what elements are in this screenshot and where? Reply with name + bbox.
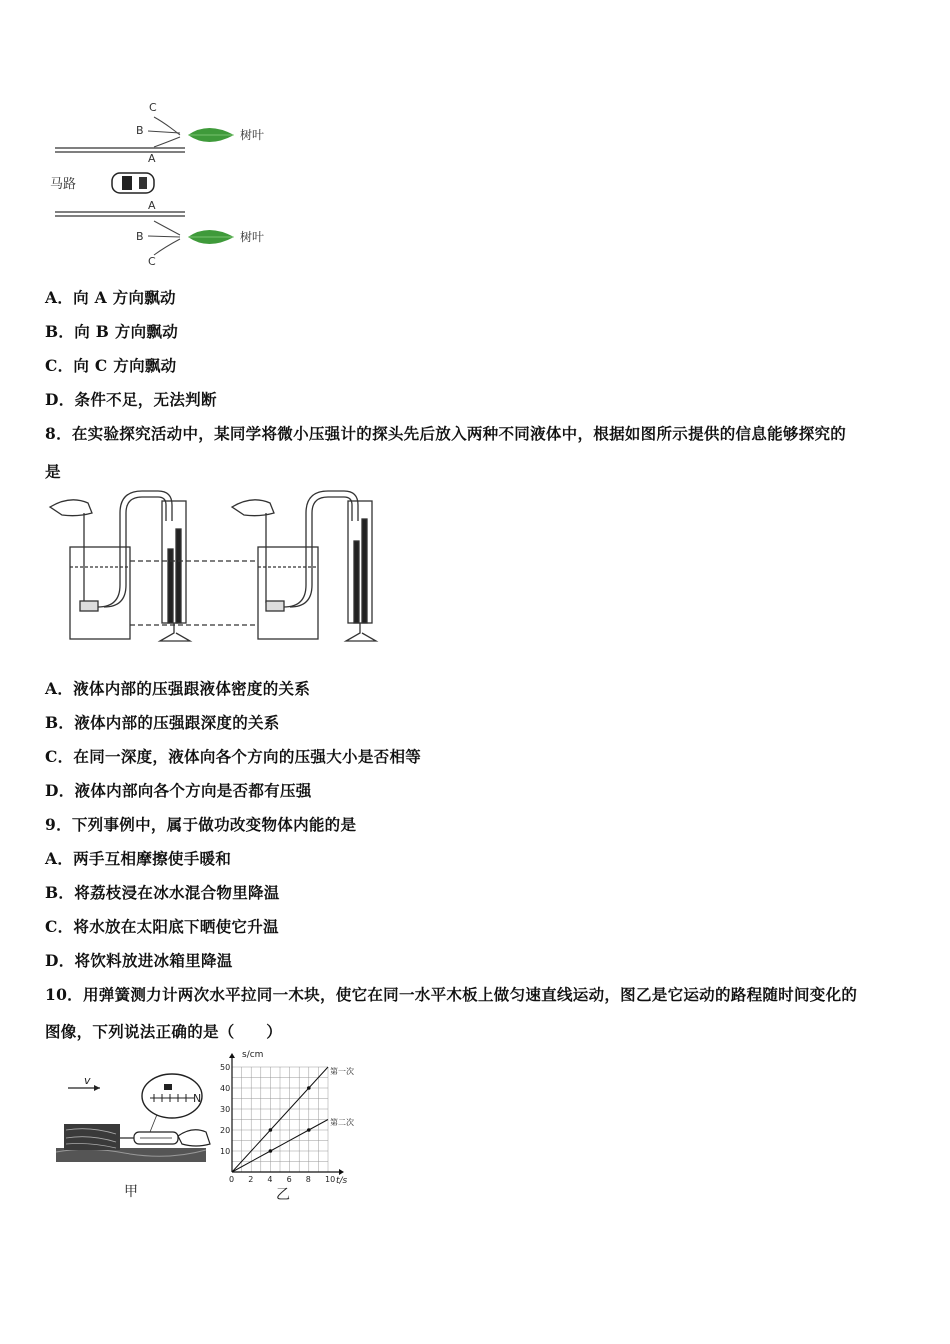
label-bottom-c: C: [148, 255, 156, 268]
q7-option-a: A．向 A 方向飘动: [45, 288, 176, 307]
y-tick-label: 30: [220, 1105, 231, 1114]
probe-left: [80, 601, 98, 611]
q9-option-c: C．将水放在太阳底下晒使它升温: [45, 917, 279, 936]
y-tick-label: 50: [220, 1063, 231, 1072]
x-tick-label: 6: [286, 1175, 292, 1184]
q9-option-a: A．两手互相摩擦使手暖和: [45, 849, 232, 868]
setup-left: [50, 491, 258, 641]
car-icon: [112, 173, 154, 193]
label-bottom-b: B: [136, 230, 144, 243]
leaf-label-top: 树叶: [240, 128, 265, 142]
hand-icon: [50, 500, 92, 516]
board: [56, 1148, 206, 1162]
q8-stem-line2: 是: [45, 462, 61, 481]
q8-stem-line1: 8．在实验探究活动中，某同学将微小压强计的探头先后放入两种不同液体中，根据如图所示提供的信息能够探究的: [45, 424, 847, 443]
q10-stem-line1: 10．用弹簧测力计两次水平拉同一木块，使它在同一水平木板上做匀速直线运动，图乙是它运动的路程随时间变化的: [45, 985, 858, 1004]
tube-right: [284, 491, 358, 607]
q7-option-c: C．向 C 方向飘动: [45, 356, 177, 375]
data-point: [307, 1086, 311, 1090]
x-axis-label: t/s: [336, 1176, 348, 1186]
tube-left: [98, 491, 172, 607]
label-top-a: A: [148, 152, 156, 165]
velocity-label: v: [84, 1074, 91, 1087]
stand-right: [346, 623, 376, 641]
q8-option-d: D．液体内部向各个方向是否都有压强: [45, 781, 312, 800]
leaf-icon-bottom: [188, 230, 234, 244]
stand-left: [160, 623, 190, 641]
setup-right: [232, 491, 376, 641]
figure-yi-chart: [218, 1045, 368, 1205]
x-tick-label: 10: [325, 1175, 336, 1184]
data-point: [307, 1128, 311, 1132]
wood-block: [64, 1124, 120, 1150]
y-axis-arrow: [229, 1053, 235, 1058]
arrows-bottom: [148, 221, 180, 255]
beaker-left: [70, 547, 130, 639]
q7-option-d: D．条件不足，无法判断: [45, 390, 217, 409]
figure-jia-caption: 甲: [124, 1184, 138, 1200]
arrows-top: [148, 117, 180, 147]
gauge-unit: N: [193, 1092, 202, 1105]
hand-icon: [178, 1130, 210, 1146]
q9-option-d: D．将饮料放进冰箱里降温: [45, 951, 233, 970]
q8-option-b: B．液体内部的压强跟深度的关系: [45, 713, 280, 732]
y-tick-label: 20: [220, 1126, 231, 1135]
series-label-first: 第一次: [330, 1067, 354, 1076]
y-tick-label: 10: [220, 1147, 231, 1156]
data-point: [269, 1149, 273, 1153]
pressure-gauge-figure: [40, 485, 400, 655]
q9-option-b: B．将荔枝浸在冰水混合物里降温: [45, 883, 280, 902]
leaf-icon-top: [188, 128, 234, 142]
x-tick-label: 0: [229, 1175, 235, 1184]
y-tick-label: 40: [220, 1084, 231, 1093]
x-tick-label: 2: [248, 1175, 254, 1184]
label-bottom-a: A: [148, 199, 156, 212]
label-top-c: C: [149, 101, 157, 114]
leaf-road-figure: [40, 95, 300, 275]
q10-stem-line2: 图像，下列说法正确的是（ ）: [45, 1022, 283, 1041]
x-axis-arrow: [339, 1169, 344, 1175]
data-point: [269, 1128, 273, 1132]
probe-right: [266, 601, 284, 611]
leaf-label-bottom: 树叶: [240, 230, 265, 244]
q9-stem: 9．下列事例中，属于做功改变物体内能的是: [45, 815, 357, 834]
beaker-right: [258, 547, 318, 639]
q8-option-c: C．在同一深度，液体向各个方向的压强大小是否相等: [45, 747, 422, 766]
q7-option-b: B．向 B 方向飘动: [45, 322, 178, 341]
hand-icon: [232, 500, 274, 516]
series-label-second: 第二次: [330, 1118, 354, 1127]
figure-yi-caption: 乙: [276, 1187, 290, 1203]
label-top-b: B: [136, 124, 144, 137]
spring-scale: [134, 1132, 178, 1144]
road-label: 马路: [50, 177, 77, 192]
figure-jia: [50, 1050, 220, 1200]
y-axis-label: s/cm: [242, 1050, 264, 1060]
x-tick-label: 4: [267, 1175, 273, 1184]
q8-option-a: A．液体内部的压强跟液体密度的关系: [45, 679, 311, 698]
x-tick-label: 8: [305, 1175, 311, 1184]
